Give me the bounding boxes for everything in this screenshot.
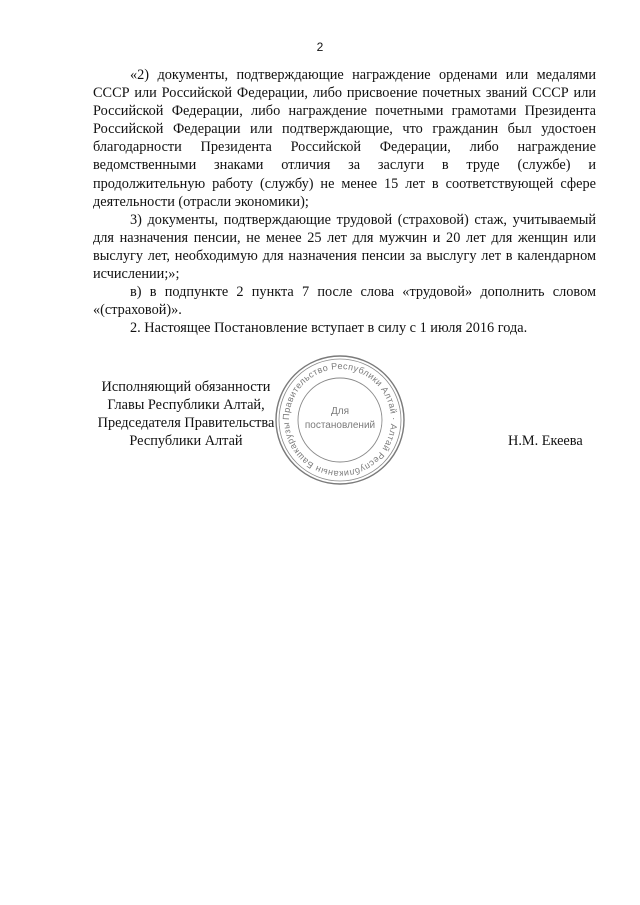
- document-body: [93, 66, 596, 337]
- paragraph-effective-date: 2. Настоящее Постановление вступает в силу с 1 июля 2016 года.: [130, 320, 528, 337]
- stamp-center-line-1: Для: [330, 406, 350, 417]
- page-number: 2: [316, 40, 324, 54]
- paragraph-item-2-documents: «2) документы, подтверждающие награждение орденами или медалями СССР или Российской Федерации, либо присвоение почетных званий СССР или Российской Федерации, либо награждение почетными грамотами Президента Российской Федерации или подтверждающие, что гражданин был удостоен благодарности Президента Российской Федерации, либо награждение ведомственными знаками отличия за заслуги в труде (службе) и продолжительную работу (службу) не менее 15 лет в соответствующей сфере деятельности (отрасли экономики);: [93, 67, 596, 210]
- official-stamp: [272, 352, 408, 488]
- signature-title-line: Республики Алтай: [129, 433, 243, 450]
- paragraph-subpoint-v: в) в подпункте 2 пункта 7 после слова «трудовой» дополнить словом «(страховой)».: [93, 284, 596, 319]
- signature-title-line: Исполняющий обязанности: [101, 379, 271, 395]
- signatory-name: Н.М. Екеева: [508, 433, 583, 449]
- signature-title-line: Председателя Правительства: [97, 415, 275, 432]
- stamp-center-line-2: постановлений: [304, 420, 376, 431]
- signature-block: [86, 378, 286, 450]
- signature-title-line: Главы Республики Алтай,: [107, 397, 265, 414]
- stamp-outer-text: Правительство Республики Алтай · Алтай Республиканын Башкарузы: [280, 360, 400, 480]
- paragraph-item-3-documents: 3) документы, подтверждающие трудовой (страховой) стаж, учитываемый для назначения пенсии, не менее 25 лет для мужчин и 20 лет для женщин или выслугу лет, необходимую для назначения пенсии за выслугу лет в календарном исчислении;»;: [93, 211, 596, 283]
